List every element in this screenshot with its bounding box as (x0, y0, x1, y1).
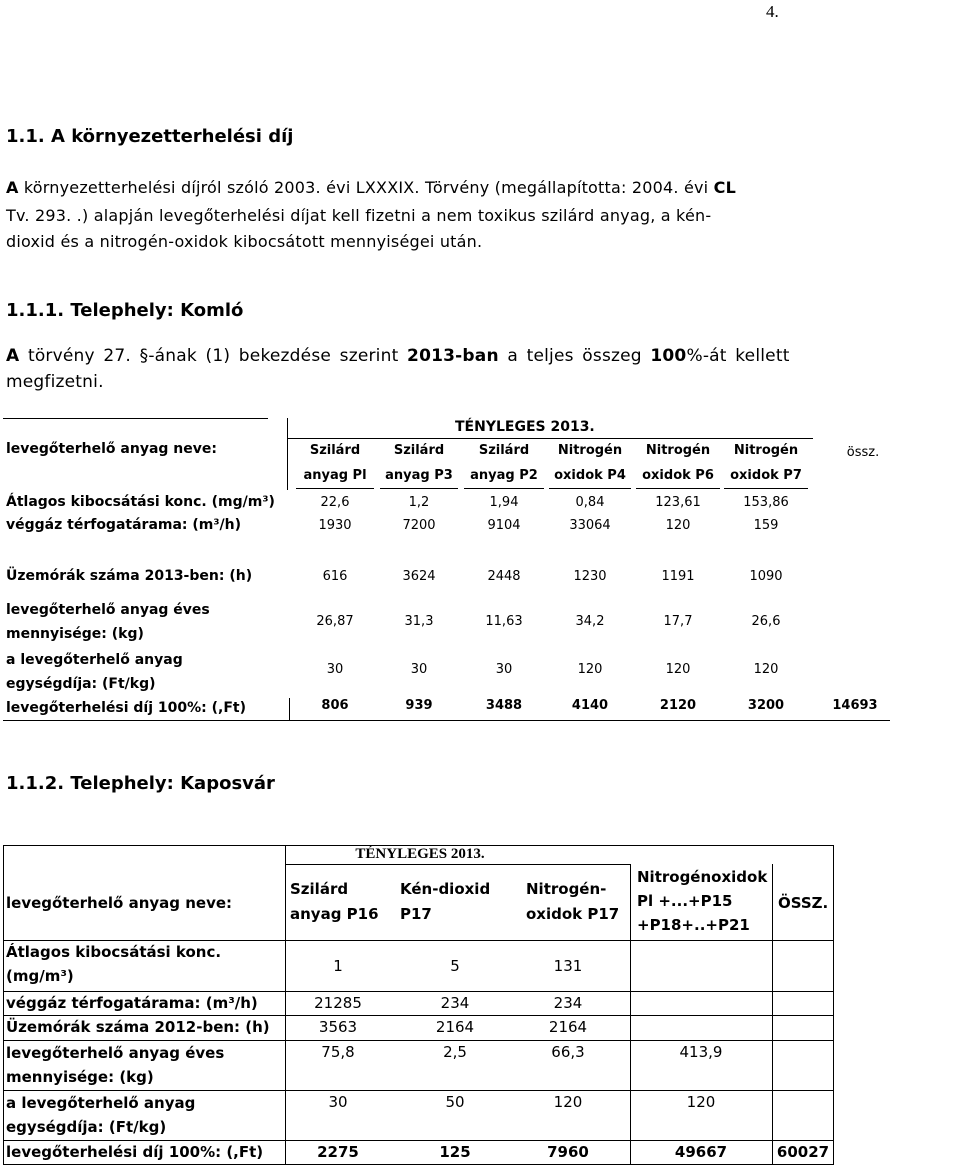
t2-row-6-label: levegőterhelési díj 100%: (,Ft) (6, 1143, 264, 1161)
t1-cell: 9104 (487, 518, 521, 533)
t2-cell: 75,8 (321, 1043, 355, 1061)
intro-bold-cl: CL (713, 178, 736, 197)
section-title: 1.1. A környezetterhelési díj (6, 126, 294, 147)
t2-rule (3, 1040, 834, 1041)
t2-col-4-line-2: Pl +...+P15 (637, 892, 733, 910)
t2-border-right (833, 845, 834, 1165)
t2-cell: 234 (553, 994, 583, 1012)
t2-col-1-line-2: anyag P16 (290, 905, 379, 923)
t2-col-4-line-3: +P18+..+P21 (637, 916, 750, 934)
t2-cell: 7960 (547, 1143, 589, 1161)
t2-rule (3, 940, 834, 941)
t1-cell: 4140 (571, 698, 609, 713)
t2-cell: 66,3 (551, 1043, 585, 1061)
t1-col-3-bottom: anyag P2 (470, 468, 538, 483)
t2-super-header: TÉNYLEGES 2013. (355, 846, 485, 862)
page-number: 4. (766, 2, 779, 21)
t1-cell: 1,94 (489, 495, 519, 510)
site1-para-b: törvény 27. (19, 346, 140, 366)
t2-row-label-header: levegőterhelő anyag neve: (6, 894, 233, 912)
t1-cell: 120 (577, 662, 603, 677)
t2-row-4-label-1: levegőterhelő anyag éves (6, 1044, 225, 1062)
t2-row-4-label-2: mennyisége: (kg) (6, 1068, 154, 1086)
t2-col-2-line-2: P17 (400, 905, 432, 923)
t1-cell: 1,2 (408, 495, 430, 510)
t1-row-6-label: levegőterhelési díj 100%: (,Ft) (6, 700, 246, 716)
t1-cell: 3488 (485, 698, 523, 713)
t2-cell: 1 (333, 957, 343, 975)
t2-col-3-line-2: oxidok P17 (526, 905, 620, 923)
site1-para-c: -ának (1) bekezdése szerint (148, 346, 408, 366)
t1-cell: 2448 (487, 569, 521, 584)
t2-col-4-line-1: Nitrogénoxidok (637, 868, 768, 886)
t1-row-5-label-2: egységdíja: (Ft/kg) (6, 676, 156, 692)
t1-cell: 30 (410, 662, 428, 677)
t1-cell: 616 (322, 569, 348, 584)
t1-cell: 123,61 (655, 495, 701, 510)
t1-cell: 120 (665, 518, 691, 533)
t2-row-5-label-2: egységdíja: (Ft/kg) (6, 1118, 167, 1136)
t1-row-3-label: Üzemórák száma 2013-ben: (h) (6, 568, 253, 584)
t1-cell: 26,6 (751, 614, 781, 629)
t1-cell: 159 (753, 518, 779, 533)
t2-col-1-line-1: Szilárd (290, 880, 349, 898)
t2-col-3-line-1: Nitrogén- (526, 880, 607, 898)
t1-col-4-bottom: oxidok P4 (554, 468, 626, 483)
site1-heading: 1.1.1. Telephely: Komló (6, 300, 244, 321)
t2-cell: 131 (553, 957, 583, 975)
t2-row-1-label-2: (mg/m³) (6, 967, 74, 985)
intro-line-2: Tv. 293. .) alapján levegőterhelési díjat kell fizetni a nem toxikus szilárd anyag, a kén- (6, 206, 712, 225)
site1-para-e: %-át kellett (686, 346, 790, 366)
t2-rule (3, 1140, 834, 1141)
t2-cell: 5 (450, 957, 460, 975)
site1-para-a: A (6, 346, 20, 366)
t1-col-6-bottom: oxidok P7 (730, 468, 802, 483)
t1-cell: 3200 (747, 698, 785, 713)
t1-col-1-bottom: anyag Pl (303, 468, 367, 483)
t1-col-5-top: Nitrogén (645, 443, 711, 458)
site1-para-line2: megfizetni. (6, 372, 104, 392)
t2-row-3-label: Üzemórák száma 2012-ben: (h) (6, 1018, 270, 1036)
t1-col-4-top: Nitrogén (557, 443, 623, 458)
t2-cell: 2164 (548, 1018, 588, 1036)
t1-col-3-top: Szilárd (478, 443, 530, 458)
t1-row-2-label: véggáz térfogatárama: (m³/h) (6, 517, 241, 533)
t2-cell: 125 (439, 1143, 471, 1161)
t1-cell: 806 (321, 698, 349, 713)
t1-cell: 939 (405, 698, 433, 713)
t2-cell: 234 (440, 994, 470, 1012)
site1-para-pct: 100 (650, 346, 687, 366)
t1-cell: 1090 (749, 569, 783, 584)
t1-cell: 7200 (402, 518, 436, 533)
t1-col-5-bottom: oxidok P6 (642, 468, 714, 483)
t2-col-rule (772, 864, 773, 1165)
t2-col-2-line-1: Kén-dioxid (400, 880, 491, 898)
t2-rule-subheader (285, 864, 630, 865)
t1-cell: 30 (326, 662, 344, 677)
t1-cell: 11,63 (485, 614, 523, 629)
t1-cell: 1930 (318, 518, 352, 533)
t1-cell: 2120 (659, 698, 697, 713)
t1-cell: 22,6 (320, 495, 350, 510)
t2-cell: 2,5 (443, 1043, 467, 1061)
t1-cell: 0,84 (575, 495, 605, 510)
t2-cell: 2164 (435, 1018, 475, 1036)
t1-col-1-top: Szilárd (309, 443, 361, 458)
intro-bold-a: A (6, 178, 19, 197)
t1-col-2-bottom: anyag P3 (385, 468, 453, 483)
site2-heading: 1.1.2. Telephely: Kaposvár (6, 773, 275, 794)
t2-cell: 50 (445, 1093, 465, 1111)
t2-total: 60027 (776, 1143, 830, 1161)
t2-cell: 2275 (317, 1143, 359, 1161)
t2-row-5-label-1: a levegőterhelő anyag (6, 1094, 196, 1112)
t1-cell: 34,2 (575, 614, 605, 629)
t1-row-5-label-1: a levegőterhelő anyag (6, 652, 183, 668)
t2-cell: 413,9 (679, 1043, 723, 1061)
t1-cell: 30 (495, 662, 513, 677)
t2-sum-header: ÖSSZ. (778, 894, 829, 912)
intro-line-3: dioxid és a nitrogén-oxidok kibocsátott mennyiségei után. (6, 232, 483, 251)
t1-cell: 1230 (573, 569, 607, 584)
t1-row-label-header: levegőterhelő anyag neve: (6, 441, 217, 457)
t1-cell: 33064 (569, 518, 611, 533)
t2-cell: 120 (686, 1093, 716, 1111)
t1-total: 14693 (832, 698, 878, 713)
t2-border-bottom (3, 1164, 834, 1165)
t1-col-6-top: Nitrogén (733, 443, 799, 458)
t1-cell: 153,86 (743, 495, 789, 510)
t1-cell: 120 (665, 662, 691, 677)
t1-cell: 3624 (402, 569, 436, 584)
t2-cell: 120 (553, 1093, 583, 1111)
t2-rule (3, 1015, 834, 1016)
t2-cell: 3563 (318, 1018, 358, 1036)
t2-col-rule (285, 845, 286, 1165)
t1-col-2-top: Szilárd (393, 443, 445, 458)
t1-cell: 26,87 (316, 614, 354, 629)
t2-cell: 21285 (314, 994, 362, 1012)
t1-cell: 1191 (661, 569, 695, 584)
t2-border-left (3, 845, 4, 1165)
t2-rule (3, 991, 834, 992)
t1-cell: 17,7 (663, 614, 693, 629)
t2-rule (3, 1090, 834, 1091)
t1-row-4-label-1: levegőterhelő anyag éves (6, 602, 210, 618)
t2-cell: 30 (328, 1093, 348, 1111)
t2-col-rule (630, 864, 631, 1165)
t2-cell: 49667 (674, 1143, 728, 1161)
t2-row-2-label: véggáz térfogatárama: (m³/h) (6, 994, 258, 1012)
section-sign: § (139, 346, 149, 366)
t1-row-1-label: Átlagos kibocsátási konc. (mg/m³) (6, 494, 275, 510)
site1-para-year: 2013-ban (407, 346, 499, 366)
intro-line-1-text: környezetterhelési díjról szóló 2003. évi LXXXIX. Törvény (megállapította: 2004. évi (18, 178, 714, 197)
t1-super-header: TÉNYLEGES 2013. (455, 419, 595, 435)
t1-sum-header: össz. (846, 445, 880, 460)
t1-row-4-label-2: mennyisége: (kg) (6, 626, 144, 642)
site1-para-d: a teljes összeg (498, 346, 651, 366)
t1-cell: 31,3 (404, 614, 434, 629)
t1-cell: 120 (753, 662, 779, 677)
t2-row-1-label-1: Átlagos kibocsátási konc. (6, 943, 222, 961)
